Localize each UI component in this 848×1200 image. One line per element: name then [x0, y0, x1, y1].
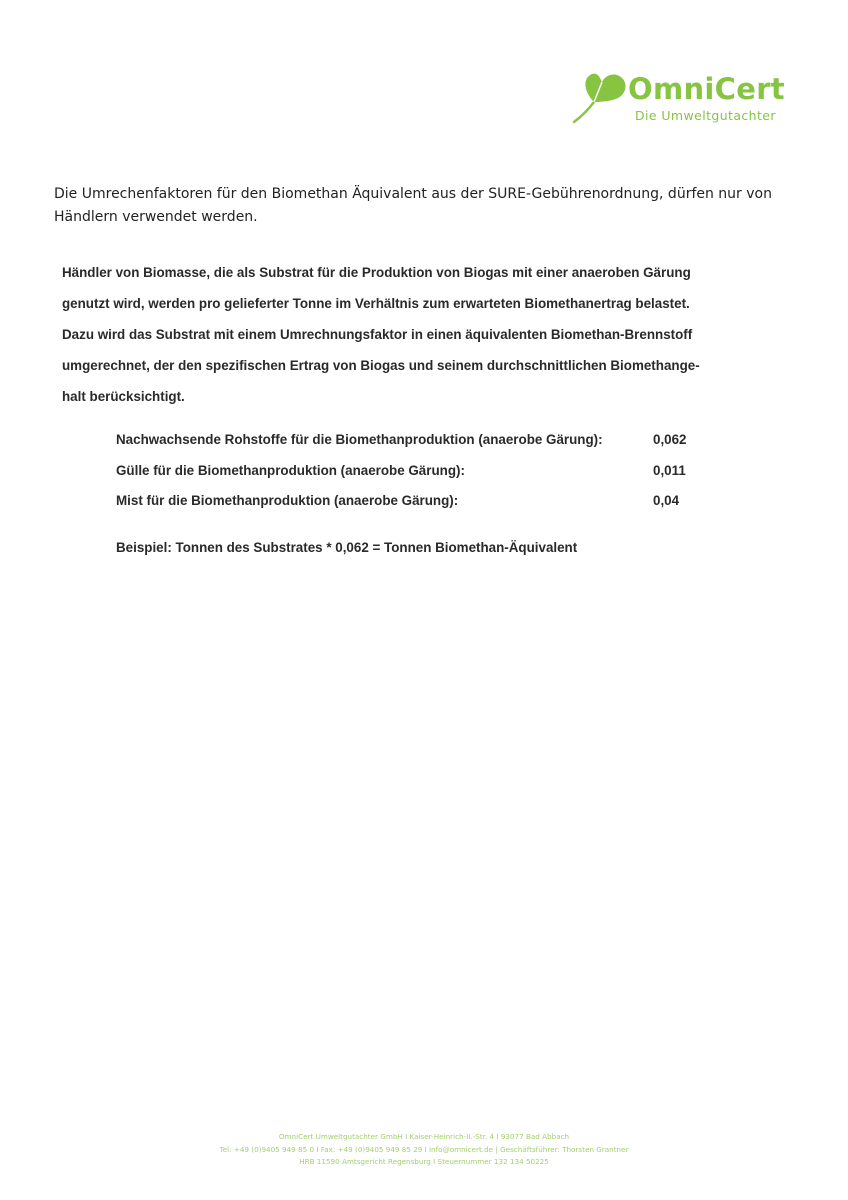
intro-paragraph: Die Umrechenfaktoren für den Biomethan Äquivalent aus der SURE-Gebührenordnung, dürfen nur von Händlern verwendet werden.: [54, 186, 772, 225]
factor-value: 0,04: [653, 493, 680, 508]
factor-value: 0,011: [653, 462, 686, 478]
calculation-example: Beispiel: Tonnen des Substrates * 0,062 = Tonnen Biomethan-Äquivalent: [116, 540, 578, 555]
factor-label: Nachwachsende Rohstoffe für die Biomethanproduktion (anaerobe Gärung):: [116, 432, 603, 447]
excerpt-paragraph: [62, 257, 762, 412]
excerpt-line: Händler von Biomasse, die als Substrat für die Produktion von Biogas mit einer anaeroben Gärung: [62, 265, 691, 280]
factor-label: Mist für die Biomethanproduktion (anaerobe Gärung):: [116, 493, 459, 508]
conversion-factor-list: [116, 426, 716, 518]
factor-row: [116, 487, 716, 518]
excerpt-line: genutzt wird, werden pro gelieferter Tonne im Verhältnis zum erwarteten Biomethanertrag belastet.: [62, 296, 690, 311]
factor-label: Gülle für die Biomethanproduktion (anaerobe Gärung):: [116, 462, 465, 478]
ginkgo-leaf-logo-icon: [570, 70, 632, 126]
company-logo: [570, 70, 800, 130]
excerpt-line: halt berücksichtigt.: [62, 389, 185, 404]
factor-value: 0,062: [653, 432, 687, 447]
footer-contact: Tel: +49 (0)9405 949 85 0 I Fax: +49 (0)9405 949 85 29 I info@omnicert.de | Geschäftsführer: Thorsten Grantner: [219, 1144, 629, 1154]
logo-name: OmniCert: [628, 72, 785, 106]
excerpt-line: umgerechnet, der den spezifischen Ertrag von Biogas und seinem durchschnittlichen Biomethange-: [62, 358, 700, 373]
page-footer: [0, 1131, 848, 1169]
footer-address: OmniCert Umweltgutachter GmbH I Kaiser-Heinrich-II.-Str. 4 I 93077 Bad Abbach: [278, 1132, 570, 1141]
footer-registry: HRB 11590 Amtsgericht Regensburg I Steuernummer 132 134 50225: [299, 1157, 549, 1166]
factor-row: [116, 457, 716, 488]
excerpt-line: Dazu wird das Substrat mit einem Umrechnungsfaktor in einen äquivalenten Biomethan-Brennstoff: [62, 327, 693, 342]
logo-tagline: Die Umweltgutachter: [635, 108, 776, 123]
factor-row: [116, 426, 716, 457]
